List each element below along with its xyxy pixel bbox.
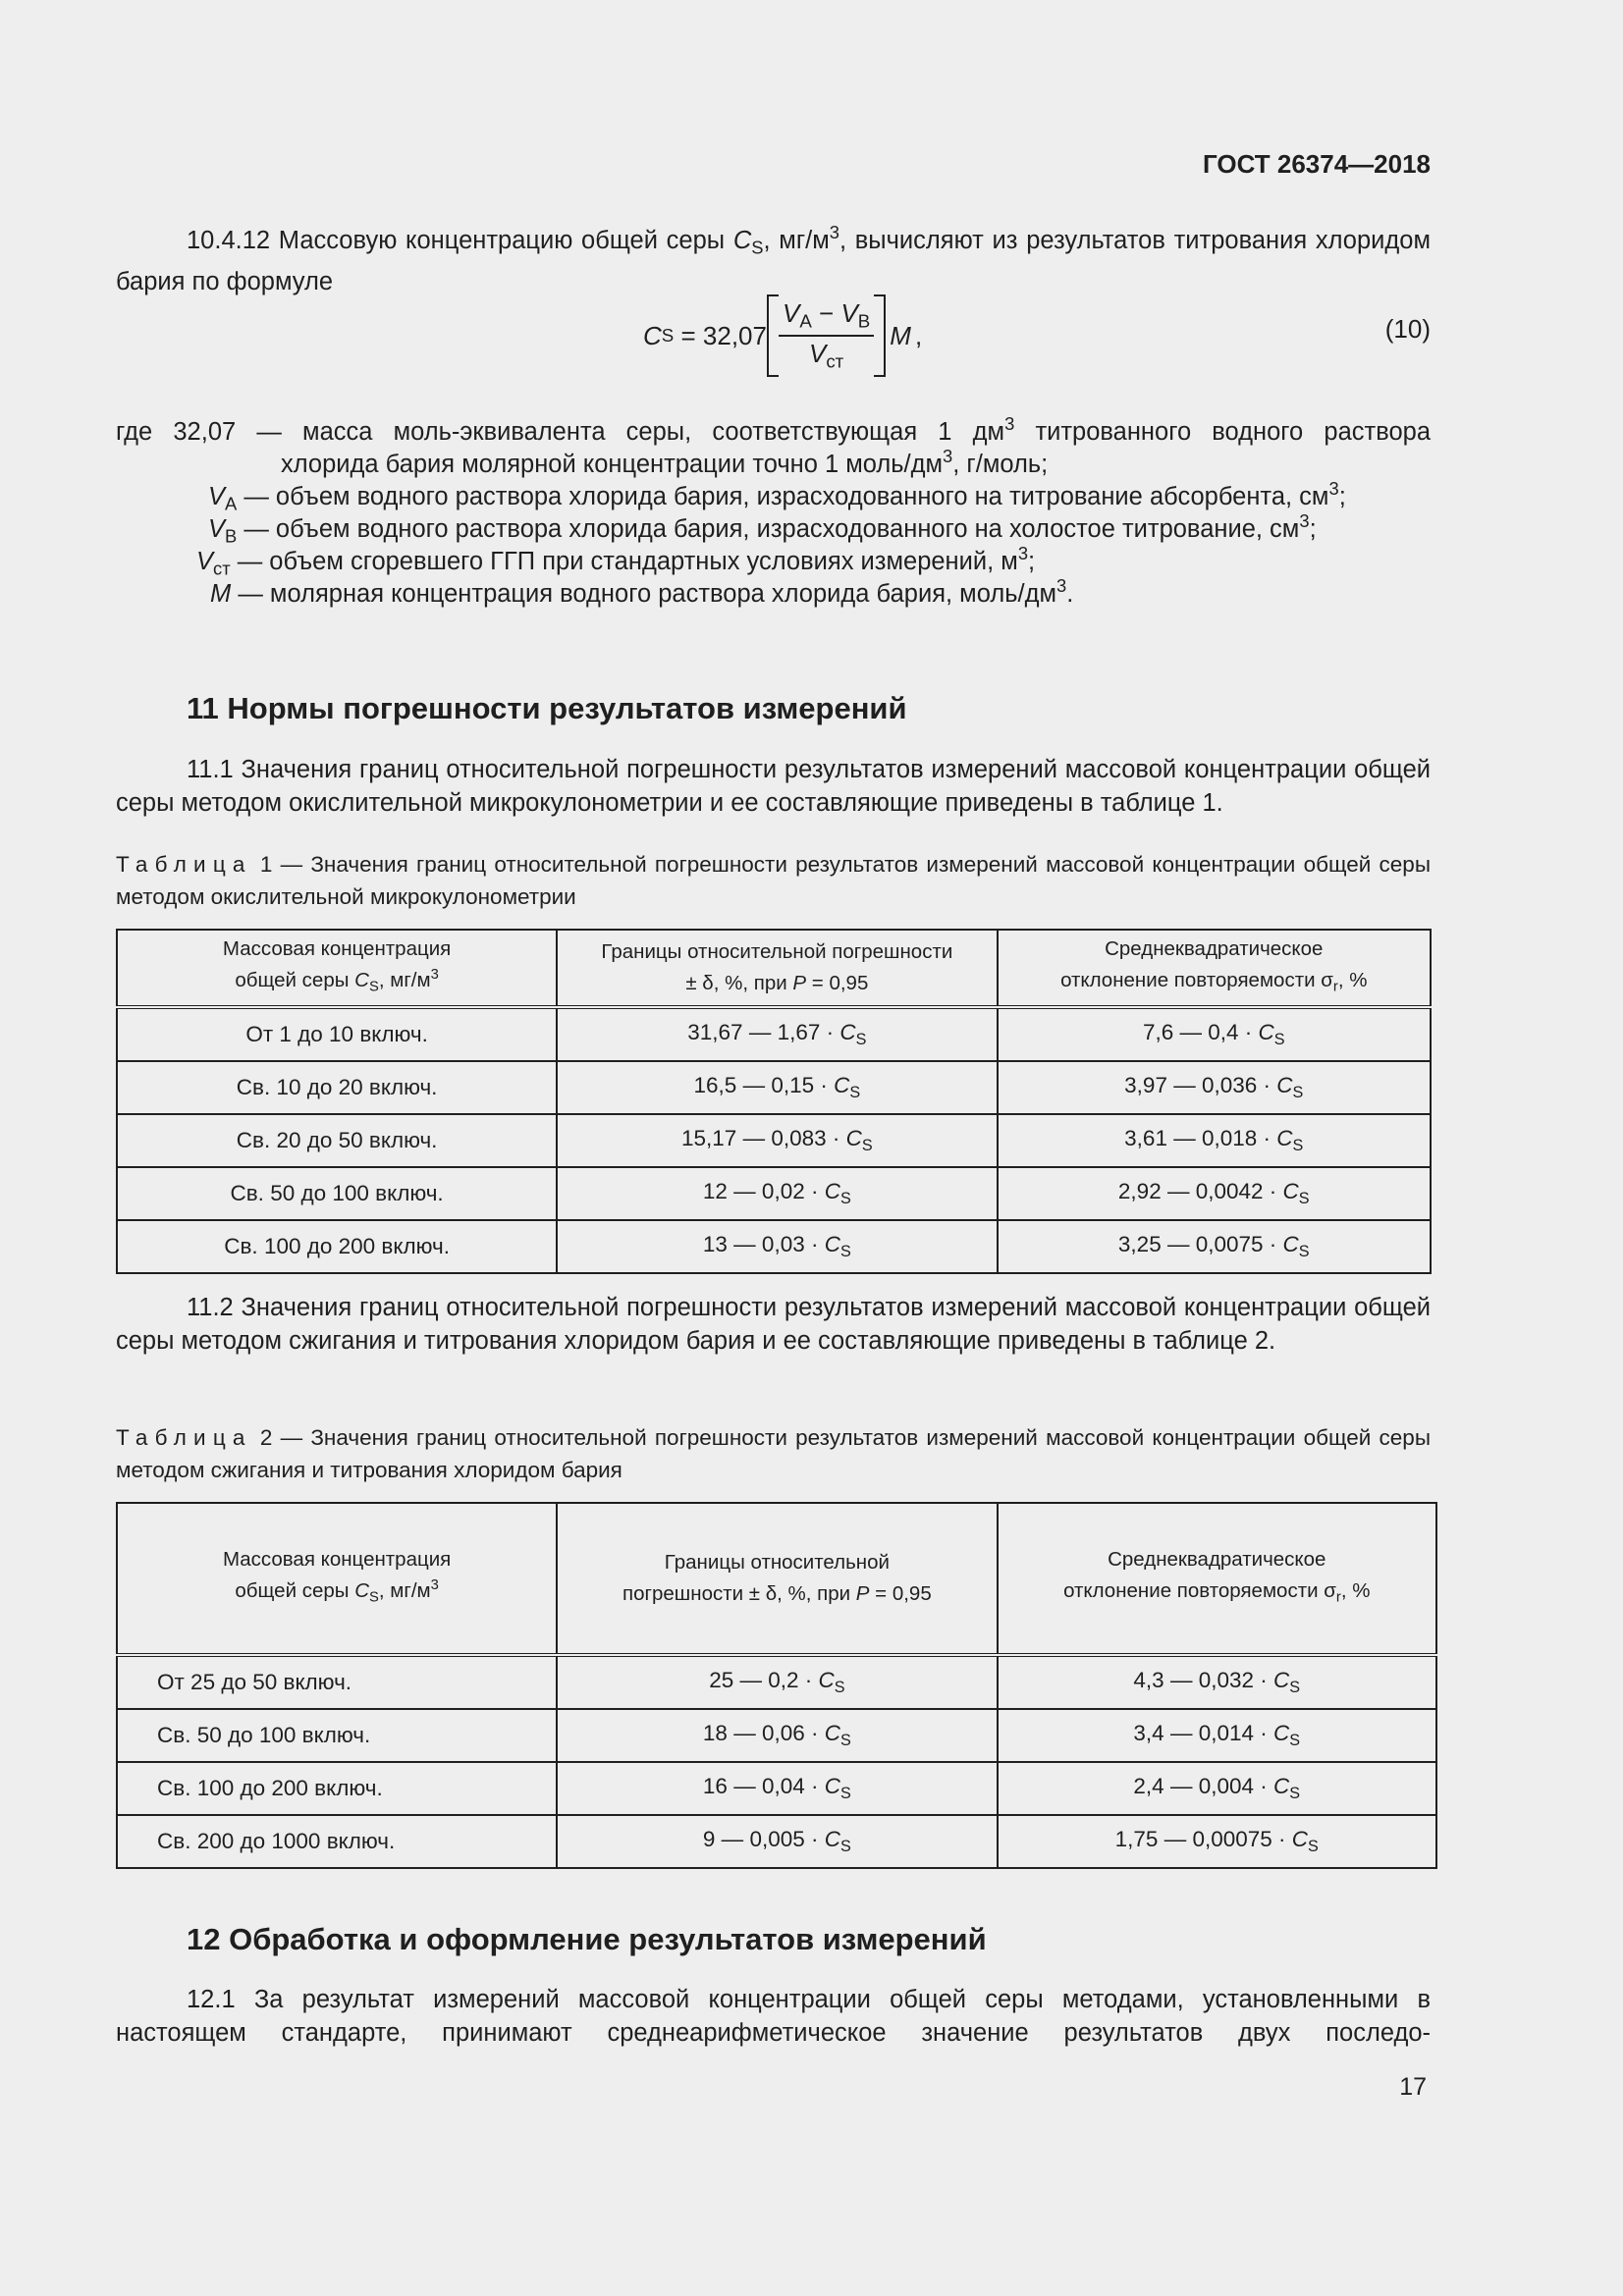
- standard-header: ГОСТ 26374—2018: [1203, 149, 1431, 179]
- header-concentration: Массовая концентрация общей серы $C_S$, $мг/м^3$: [117, 930, 557, 1007]
- header-sigma: Среднеквадратическое отклонение повторяемости $\sigma_r$, %: [998, 1503, 1436, 1655]
- formula-fraction: $\frac{V_A - V_B}{V_{ст}}$: [779, 298, 874, 372]
- definition-where: где 32,07 — масса моль-эквивалента серы, соответствующая 1 $дм^3$ титрованного водного раствора: [116, 412, 1431, 446]
- header-delta: Границы относительной погрешности ± δ, %, при P = 0,95: [557, 930, 997, 1007]
- table-row: Св. 20 до 50 включ. 15,17 — $0,083 \cdot C_S$ 3,61 — $0,018 \cdot C_S$: [117, 1114, 1431, 1167]
- table-2: [116, 1502, 1437, 1869]
- table-row: От 1 до 10 включ. 31,67 — $1,67 \cdot C_S$ 7,6 — $0,4 \cdot C_S$: [117, 1007, 1431, 1061]
- table-row: Св. 100 до 200 включ. 16 — $0,04 \cdot C_S$ 2,4 — $0,004 \cdot C_S$: [117, 1762, 1436, 1815]
- left-bracket: [767, 294, 779, 377]
- paragraph-11-1: 11.1 Значения границ относительной погрешности результатов измерений массовой концентрации общей серы методом окислительной микрокулонометрии и ее составляющие приведены в таблице 1.: [116, 756, 1431, 817]
- definitions-block: [116, 412, 1431, 613]
- formula-10: C S = 32,07 $\frac{V_A - V_B}{V_{ст}}$ M ,: [643, 293, 922, 379]
- table-row: Св. 10 до 20 включ. 16,5 — $0,15 \cdot C_S$ 3,97 — $0,036 \cdot C_S$: [117, 1061, 1431, 1114]
- table-2-caption: Таблица 2 — Значения границ относительной погрешности результатов измерений массовой концентрации общей серы методом сжигания и титрования хлоридом бария: [116, 1425, 1431, 1482]
- header-delta: Границы относительной погрешности ± δ, %, при P = 0,95: [557, 1503, 997, 1655]
- definition-vb: $V_B$ — объем водного раствора хлорида бария, израсходованного на холостое титрование, $см^3$;: [208, 509, 1317, 547]
- formula-number: (10): [1384, 314, 1431, 344]
- paragraph-10-4-12: 10.4.12 Массовую концентрацию общей серы $C_S$, $мг/м^3$, вычисляют из результатов титрования хлоридом бария по формуле: [116, 221, 1431, 295]
- table-header-row: [117, 1503, 1436, 1655]
- paragraph-11-2: 11.2 Значения границ относительной погрешности результатов измерений массовой концентрации общей серы методом сжигания и титрования хлоридом бария и ее составляющие приведены в таблице 2.: [116, 1294, 1431, 1355]
- definition-vst: $V_{ст}$ — объем сгоревшего ГГП при стандартных условиях измерений, $м^3$;: [196, 542, 1036, 579]
- header-sigma: Среднеквадратическое отклонение повторяемости $\sigma_r$, %: [998, 930, 1431, 1007]
- page-number: 17: [1399, 2073, 1427, 2101]
- right-bracket: [874, 294, 886, 377]
- definition-va: $V_A$ — объем водного раствора хлорида бария, израсходованного на титрование абсорбента, $см^3$;: [208, 477, 1346, 514]
- table-row: Св. 200 до 1000 включ. 9 — $0,005 \cdot C_S$ 1,75 — $0,00075 \cdot C_S$: [117, 1815, 1436, 1868]
- paragraph-12-1: 12.1 За результат измерений массовой концентрации общей серы методами, установленными в настоящем стандарте, принимают среднеарифметическое значение результатов двух последо-: [116, 1986, 1431, 2047]
- table-row: От 25 до 50 включ. 25 — $0,2 \cdot C_S$ 4,3 — $0,032 \cdot C_S$: [117, 1655, 1436, 1709]
- section-12-heading: 12 Обработка и оформление результатов измерений: [187, 1922, 987, 1956]
- table-1: [116, 929, 1432, 1274]
- section-11-heading: 11 Нормы погрешности результатов измерений: [187, 691, 907, 725]
- definition-where-cont: хлорида бария молярной концентрации точно 1 моль/$дм^3$, г/моль;: [281, 445, 1049, 478]
- definition-m: M — молярная концентрация водного раствора хлорида бария, моль/$дм^3$.: [210, 574, 1074, 608]
- table-row: Св. 100 до 200 включ. 13 — $0,03 \cdot C_S$ 3,25 — $0,0075 \cdot C_S$: [117, 1220, 1431, 1273]
- table-row: Св. 50 до 100 включ. 12 — $0,02 \cdot C_S$ 2,92 — $0,0042 \cdot C_S$: [117, 1167, 1431, 1220]
- table-header-row: [117, 930, 1431, 1007]
- table-row: Св. 50 до 100 включ. 18 — $0,06 \cdot C_S$ 3,4 — $0,014 \cdot C_S$: [117, 1709, 1436, 1762]
- table-1-caption: Таблица 1 — Значения границ относительной погрешности результатов измерений массовой концентрации общей серы методом окислительной микрокулонометрии: [116, 852, 1431, 909]
- header-concentration: Массовая концентрация общей серы $C_S$, $мг/м^3$: [117, 1503, 557, 1655]
